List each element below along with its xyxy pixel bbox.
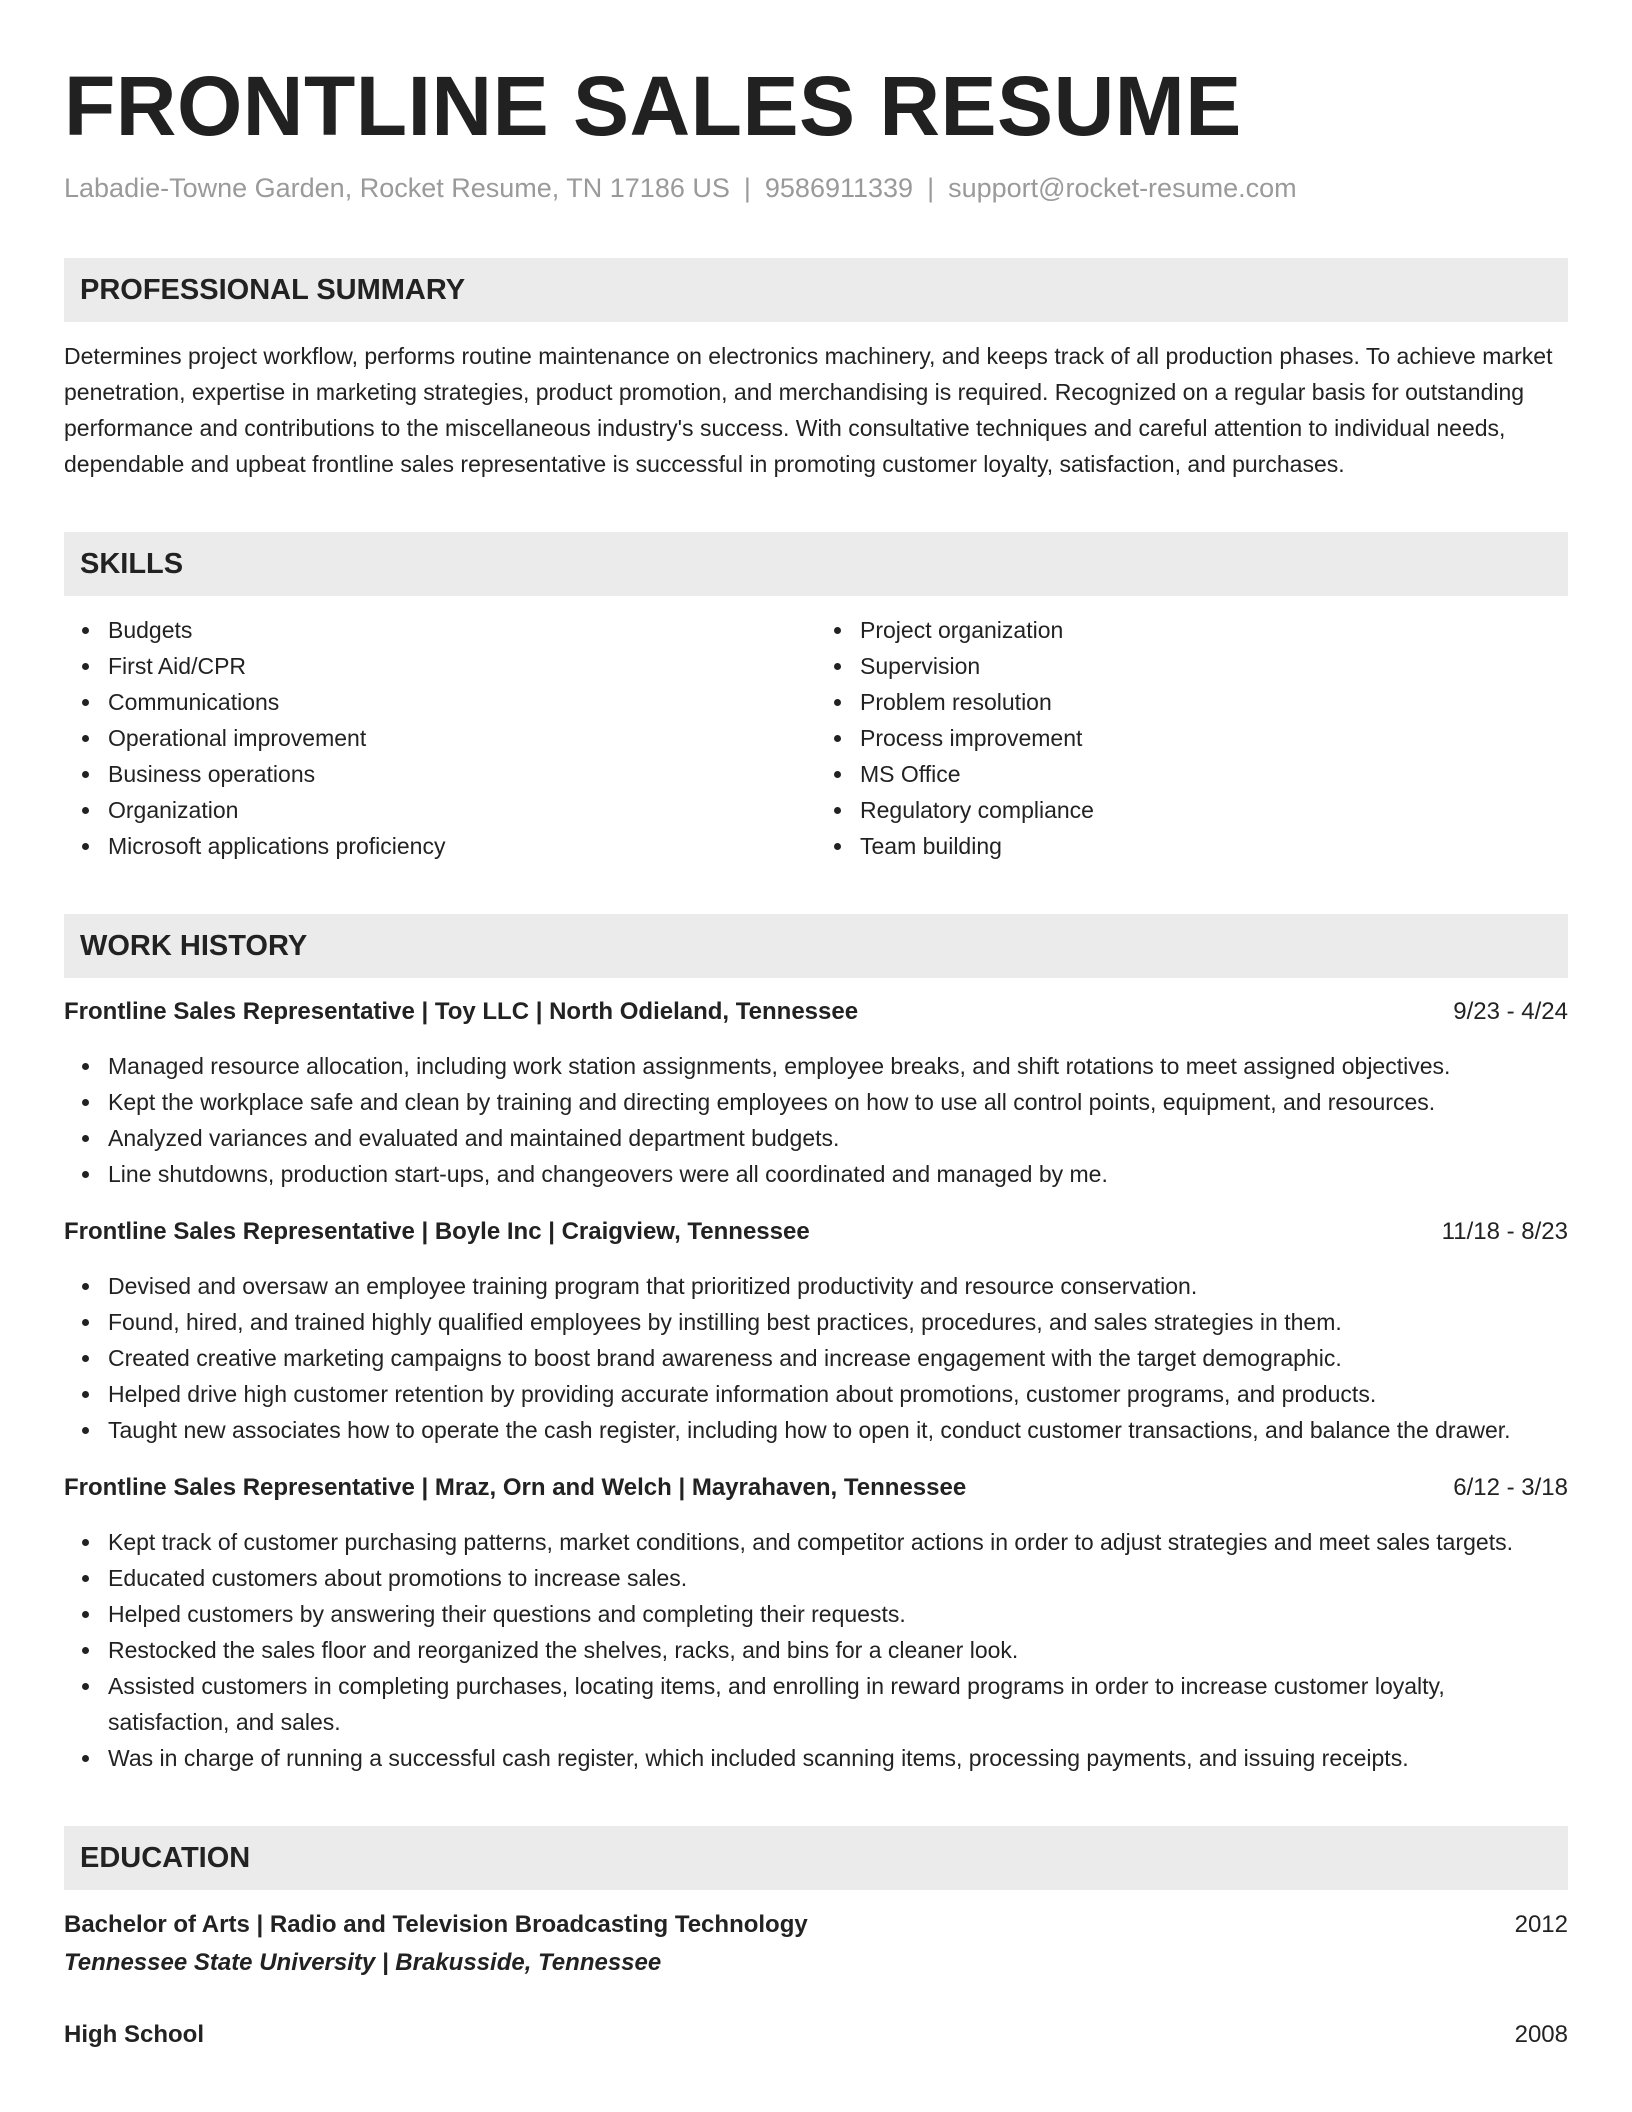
job-dates: 6/12 - 3/18 — [1453, 1474, 1568, 1501]
skill-item: Business operations — [108, 756, 816, 792]
education-year: 2012 — [1514, 1911, 1568, 1938]
job-bullet: Restocked the sales floor and reorganized the shelves, racks, and bins for a cleaner look. — [108, 1632, 1568, 1668]
job-bullet: Kept the workplace safe and clean by training and directing employees on how to use all control points, equipment, and resources. — [108, 1084, 1568, 1120]
job-bullet: Created creative marketing campaigns to boost brand awareness and increase engagement with the target demographic. — [108, 1340, 1568, 1376]
job-entry — [64, 1470, 1568, 1776]
job-bullet: Line shutdowns, production start-ups, and changeovers were all coordinated and managed by me. — [108, 1156, 1568, 1192]
job-bullet: Devised and oversaw an employee training program that prioritized productivity and resource conservation. — [108, 1268, 1568, 1304]
section-header-summary: PROFESSIONAL SUMMARY — [64, 258, 1568, 322]
job-bullet: Analyzed variances and evaluated and maintained department budgets. — [108, 1120, 1568, 1156]
email: support@rocket-resume.com — [948, 173, 1297, 203]
skill-item: Microsoft applications proficiency — [108, 828, 816, 864]
job-bullet: Educated customers about promotions to increase sales. — [108, 1560, 1568, 1596]
job-header — [64, 1470, 1568, 1506]
skills-grid — [64, 612, 1568, 864]
job-bullet: Was in charge of running a successful cash register, which included scanning items, processing payments, and issuing receipts. — [108, 1740, 1568, 1776]
job-entry — [64, 994, 1568, 1192]
job-bullet: Kept track of customer purchasing patterns, market conditions, and competitor actions in order to adjust strategies and meet sales targets. — [108, 1524, 1568, 1560]
resume-page — [64, 56, 1568, 2054]
job-bullet: Found, hired, and trained highly qualified employees by instilling best practices, procedures, and sales strategies in them. — [108, 1304, 1568, 1340]
job-title: Frontline Sales Representative | Boyle Inc | Craigview, Tennessee — [64, 1218, 810, 1245]
skill-item: Project organization — [860, 612, 1568, 648]
education-degree: Bachelor of Arts | Radio and Television Broadcasting Technology — [64, 1911, 808, 1938]
skill-item: First Aid/CPR — [108, 648, 816, 684]
summary-text: Determines project workflow, performs routine maintenance on electronics machinery, and keeps track of all production phases. To achieve market penetration, expertise in marketing strategies, product promotion, and merchandising is required. Recognized on a regular basis for outstanding performance and contributions to the miscellaneous industry's success. With consultative techniques and careful attention to individual needs, dependable and upbeat frontline sales representative is successful in promoting customer loyalty, satisfaction, and purchases. — [64, 343, 1553, 477]
job-header — [64, 994, 1568, 1030]
skill-item: Process improvement — [860, 720, 1568, 756]
section-header-education: EDUCATION — [64, 1826, 1568, 1890]
address: Labadie-Towne Garden, Rocket Resume, TN 17186 US — [64, 173, 730, 203]
skill-item: Budgets — [108, 612, 816, 648]
skill-item: Organization — [108, 792, 816, 828]
skill-item: Problem resolution — [860, 684, 1568, 720]
job-bullet: Managed resource allocation, including work station assignments, employee breaks, and shift rotations to meet assigned objectives. — [108, 1048, 1568, 1084]
section-header-skills: SKILLS — [64, 532, 1568, 596]
job-title: Frontline Sales Representative | Toy LLC | North Odieland, Tennessee — [64, 998, 859, 1025]
phone: 9586911339 — [764, 173, 914, 203]
contact-separator: | — [927, 173, 935, 203]
contact-line — [64, 170, 1568, 206]
skill-item: Operational improvement — [108, 720, 816, 756]
job-header — [64, 1214, 1568, 1250]
job-bullets — [64, 1524, 1568, 1776]
job-bullet: Helped drive high customer retention by providing accurate information about promotions, customer programs, and products. — [108, 1376, 1568, 1412]
education-year: 2008 — [1514, 2021, 1568, 2048]
job-bullet: Helped customers by answering their questions and completing their requests. — [108, 1596, 1568, 1632]
resume-title: FRONTLINE SALES RESUME — [64, 59, 1242, 153]
education-degree: High School — [64, 2021, 204, 2048]
education-entry — [64, 2016, 1568, 2054]
skill-item: Communications — [108, 684, 816, 720]
skills-list-right — [816, 612, 1568, 864]
contact-separator: | — [743, 173, 751, 203]
job-bullets — [64, 1268, 1568, 1448]
education-school: Tennessee State University | Brakusside, Tennessee — [64, 1949, 662, 1976]
job-dates: 11/18 - 8/23 — [1441, 1218, 1568, 1245]
job-bullets — [64, 1048, 1568, 1192]
skills-list-left — [64, 612, 816, 864]
job-title: Frontline Sales Representative | Mraz, Orn and Welch | Mayrahaven, Tennessee — [64, 1474, 967, 1501]
education-header — [64, 2016, 1568, 2054]
skill-item: Team building — [860, 828, 1568, 864]
job-bullet: Assisted customers in completing purchases, locating items, and enrolling in reward programs in order to increase customer loyalty, satisfaction, and sales. — [108, 1668, 1568, 1740]
skill-item: MS Office — [860, 756, 1568, 792]
section-header-work-history: WORK HISTORY — [64, 914, 1568, 978]
job-entry — [64, 1214, 1568, 1448]
skill-item: Regulatory compliance — [860, 792, 1568, 828]
education-entry — [64, 1906, 1568, 1982]
skill-item: Supervision — [860, 648, 1568, 684]
education-header — [64, 1906, 1568, 1944]
job-bullet: Taught new associates how to operate the cash register, including how to open it, conduct customer transactions, and balance the drawer. — [108, 1412, 1568, 1448]
job-dates: 9/23 - 4/24 — [1453, 998, 1568, 1025]
